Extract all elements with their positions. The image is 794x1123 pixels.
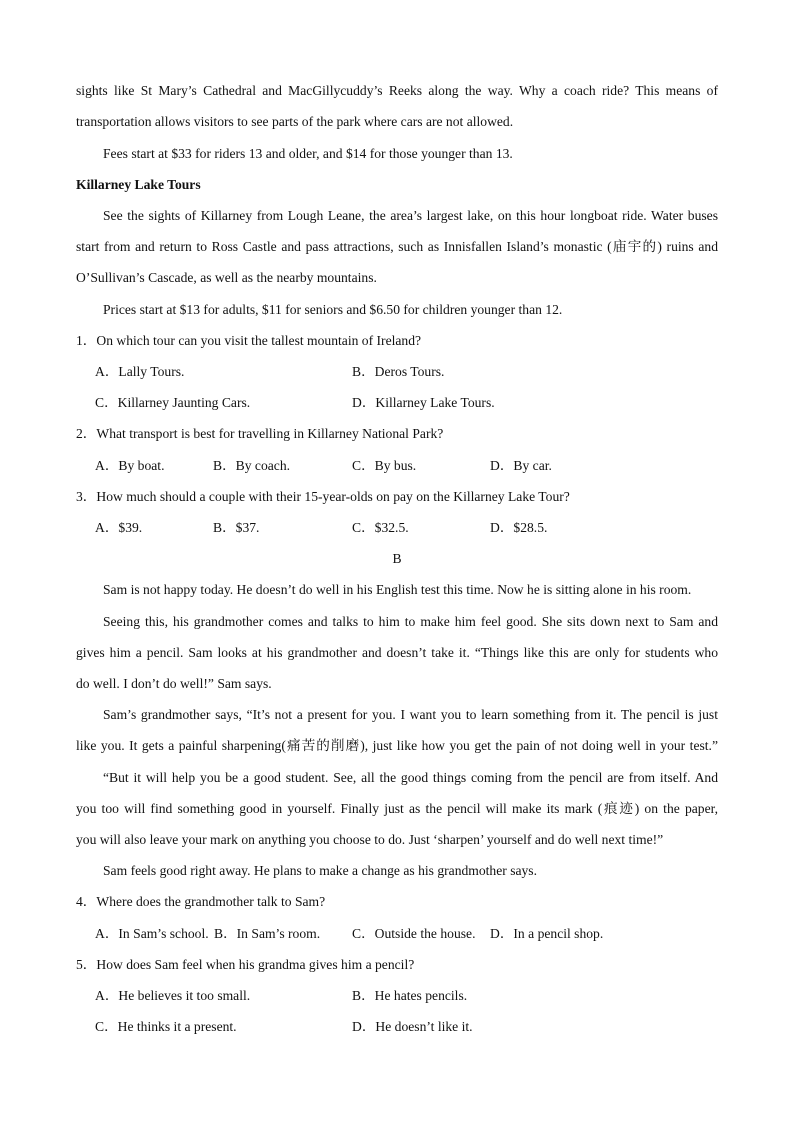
option-c: C．$32.5.: [352, 520, 409, 535]
option-b: B．He hates pencils.: [352, 988, 468, 1003]
passage-b-line: you will also leave your mark on anything you choose to do. Just ‘sharpen’ yourself and do well next time!”: [76, 832, 664, 847]
option-c: C．Outside the house.: [352, 926, 476, 941]
option-b: B．$37.: [213, 520, 260, 535]
question-stem: 1．On which tour can you visit the tallest mountain of Ireland?: [76, 333, 422, 348]
passage-b-line: Sam feels good right away. He plans to make a change as his grandmother says.: [103, 863, 537, 878]
passage-a-line: See the sights of Killarney from Lough Leane, the area’s largest lake, on this hour longboat ride. Water buses: [103, 208, 718, 223]
option-d: D．He doesn’t like it.: [352, 1019, 473, 1034]
passage-b-line: you too will find something good in yourself. Finally just as the pencil will make its mark (痕迹) on the paper,: [76, 801, 718, 816]
passage-b-line: Sam’s grandmother says, “It’s not a present for you. I want you to learn something from it. The pencil is just: [103, 707, 718, 722]
option-d: D．In a pencil shop.: [490, 926, 604, 941]
option-d: D．Killarney Lake Tours.: [352, 395, 495, 410]
prices-text: Prices start at $13 for adults, $11 for seniors and $6.50 for children younger than 12.: [103, 302, 563, 317]
option-c: C．He thinks it a present.: [95, 1019, 237, 1034]
option-a: A．In Sam’s school.: [95, 926, 209, 941]
passage-b-line: gives him a pencil. Sam looks at his grandmother and doesn’t take it. “Things like this are only for students who: [76, 645, 718, 660]
passage-a-line: transportation allows visitors to see parts of the park where cars are not allowed.: [76, 114, 514, 129]
question-stem: 2．What transport is best for travelling in Killarney National Park?: [76, 426, 444, 441]
passage-b-line: do well. I don’t do well!” Sam says.: [76, 676, 272, 691]
option-b: B．Deros Tours.: [352, 364, 445, 379]
option-a: A．He believes it too small.: [95, 988, 251, 1003]
fees-text: Fees start at $33 for riders 13 and older, and $14 for those younger than 13.: [103, 146, 513, 161]
passage-b-line: Seeing this, his grandmother comes and talks to him to make him feel good. She sits down next to Sam and: [103, 614, 718, 629]
option-d: D．By car.: [490, 458, 552, 473]
question-stem: 5．How does Sam feel when his grandma gives him a pencil?: [76, 957, 415, 972]
option-a: A．Lally Tours.: [95, 364, 185, 379]
section-label: B: [392, 551, 402, 566]
option-c: C．By bus.: [352, 458, 417, 473]
option-d: D．$28.5.: [490, 520, 548, 535]
passage-a-line: O’Sullivan’s Cascade, as well as the nearby mountains.: [76, 270, 377, 285]
option-a: A．$39.: [95, 520, 143, 535]
passage-b-line: like you. It gets a painful sharpening(痛苦的削磨), just like how you get the pain of not doing well in your test.”: [76, 738, 718, 753]
passage-a-line: sights like St Mary’s Cathedral and MacGillycuddy’s Reeks along the way. Why a coach ride? This means of: [76, 83, 718, 98]
option-c: C．Killarney Jaunting Cars.: [95, 395, 251, 410]
option-b: B．By coach.: [213, 458, 291, 473]
section-heading: Killarney Lake Tours: [76, 177, 201, 192]
option-a: A．By boat.: [95, 458, 165, 473]
option-b: B．In Sam’s room.: [214, 926, 321, 941]
passage-b-line: “But it will help you be a good student. See, all the good things coming from the pencil are from itself. And: [103, 770, 718, 785]
question-stem: 3．How much should a couple with their 15-year-olds on pay on the Killarney Lake Tour?: [76, 489, 570, 504]
passage-a-line: start from and return to Ross Castle and pass attractions, such as Innisfallen Island’s monastic (庙宇的) ruins and: [76, 239, 718, 254]
passage-b-line: Sam is not happy today. He doesn’t do well in his English test this time. Now he is sitting alone in his room.: [103, 582, 692, 597]
question-stem: 4．Where does the grandmother talk to Sam?: [76, 894, 326, 909]
